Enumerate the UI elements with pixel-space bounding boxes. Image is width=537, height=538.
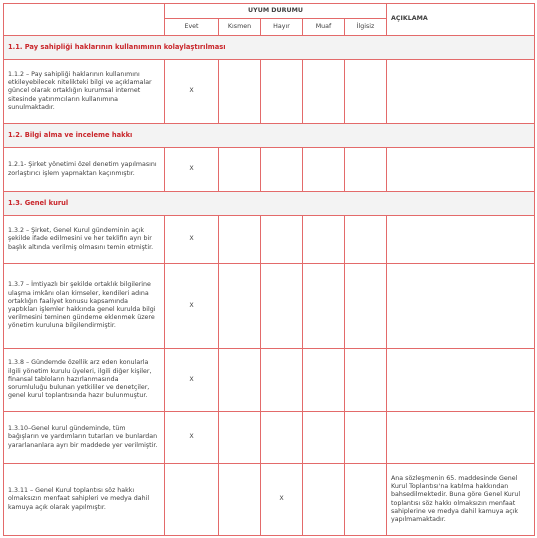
ilgisiz-cell — [345, 60, 387, 124]
aciklama-cell — [387, 216, 535, 264]
hayir-cell — [261, 216, 303, 264]
evet-cell: X — [165, 264, 219, 349]
aciklama-header: AÇIKLAMA — [387, 4, 535, 36]
muaf-cell — [303, 412, 345, 464]
aciklama-cell — [387, 412, 535, 464]
evet-cell: X — [165, 148, 219, 192]
col-header-kismen: Kısmen — [219, 19, 261, 36]
section-row — [4, 36, 535, 60]
kismen-cell — [219, 264, 261, 349]
item-text: 1.3.8 – Gündemde özellik arz eden konularla ilgili yönetim kurulu üyeleri, ilgili diğer kişiler, finansal tabloların hazırlanmasında sorumluluğu bulunan yetkililer ve denetçiler, genel kurul toplantısında hazır bulunmuştur. — [4, 349, 165, 412]
muaf-cell — [303, 148, 345, 192]
kismen-cell — [219, 148, 261, 192]
ilgisiz-cell — [345, 216, 387, 264]
evet-cell: X — [165, 60, 219, 124]
aciklama-cell — [387, 349, 535, 412]
kismen-cell — [219, 216, 261, 264]
table-row — [4, 148, 535, 192]
col-header-hayir: Hayır — [261, 19, 303, 36]
ilgisiz-cell — [345, 464, 387, 536]
ilgisiz-cell — [345, 349, 387, 412]
item-text: 1.3.2 – Şirket, Genel Kurul gündeminin açık şekilde ifade edilmesini ve her teklifin ayrı bir başlık altında verilmiş olmasını temin etmiştir. — [4, 216, 165, 264]
table-row — [4, 464, 535, 536]
hayir-cell — [261, 412, 303, 464]
evet-cell: X — [165, 349, 219, 412]
muaf-cell — [303, 60, 345, 124]
section-title: 1.3. Genel kurul — [4, 192, 535, 216]
hayir-cell — [261, 148, 303, 192]
section-title: 1.1. Pay sahipliği haklarının kullanımının kolaylaştırılması — [4, 36, 535, 60]
col-header-evet: Evet — [165, 19, 219, 36]
item-text: 1.3.7 – İmtiyazlı bir şekilde ortaklık bilgilerine ulaşma imkânı olan kimseler, kendileri adına ortaklığın faaliyet konusu kapsamında yaptıkları işlemler hakkında genel kurulda bilgi verilmesini teminen gündeme eklenmek üzere yönetim kuruluna bilgilendirmiştir. — [4, 264, 165, 349]
ilgisiz-cell — [345, 264, 387, 349]
kismen-cell — [219, 412, 261, 464]
ilgisiz-cell — [345, 148, 387, 192]
kismen-cell — [219, 349, 261, 412]
section-row — [4, 192, 535, 216]
hayir-cell — [261, 349, 303, 412]
aciklama-cell: Ana sözleşmenin 65. maddesinde Genel Kurul Toplantısı'na katılma hakkından bahsedilmektedir. Buna göre Genel Kurul toplantısı söz hakkı olmaksızın menfaat sahiplerine ve medya dahil kamuya açık yapılmamaktadır. — [387, 464, 535, 536]
aciklama-cell — [387, 148, 535, 192]
section-row — [4, 124, 535, 148]
item-text: 1.3.11 – Genel Kurul toplantısı söz hakkı olmaksızın menfaat sahipleri ve medya dahil kamuya açık olarak yapılmıştır. — [4, 464, 165, 536]
hayir-cell — [261, 60, 303, 124]
aciklama-cell — [387, 264, 535, 349]
evet-cell: X — [165, 412, 219, 464]
evet-cell — [165, 464, 219, 536]
evet-cell: X — [165, 216, 219, 264]
item-text: 1.2.1- Şirket yönetimi özel denetim yapılmasını zorlaştırıcı işlem yapmaktan kaçınmıştır. — [4, 148, 165, 192]
ilgisiz-cell — [345, 412, 387, 464]
uyum-durumu-header: UYUM DURUMU — [165, 4, 387, 19]
muaf-cell — [303, 464, 345, 536]
compliance-table — [3, 3, 535, 536]
header-blank-cell — [4, 4, 165, 36]
table-row — [4, 60, 535, 124]
aciklama-cell — [387, 60, 535, 124]
col-header-muaf: Muaf — [303, 19, 345, 36]
col-header-ilgisiz: İlgisiz — [345, 19, 387, 36]
section-title: 1.2. Bilgi alma ve inceleme hakkı — [4, 124, 535, 148]
table-row — [4, 264, 535, 349]
hayir-cell: X — [261, 464, 303, 536]
kismen-cell — [219, 60, 261, 124]
muaf-cell — [303, 216, 345, 264]
table-row — [4, 412, 535, 464]
table-row — [4, 349, 535, 412]
hayir-cell — [261, 264, 303, 349]
table-row — [4, 216, 535, 264]
item-text: 1.3.10–Genel kurul gündeminde, tüm bağışların ve yardımların tutarları ve bunlardan yararlananlara ayrı bir maddede yer verilmiştir. — [4, 412, 165, 464]
muaf-cell — [303, 349, 345, 412]
item-text: 1.1.2 – Pay sahipliği haklarının kullanımını etkileyebilecek nitelikteki bilgi ve açıklamalar güncel olarak ortaklığın kurumsal internet sitesinde yatırımcıların kullanımına sunulmaktadır. — [4, 60, 165, 124]
muaf-cell — [303, 264, 345, 349]
header-row — [4, 4, 535, 19]
kismen-cell — [219, 464, 261, 536]
